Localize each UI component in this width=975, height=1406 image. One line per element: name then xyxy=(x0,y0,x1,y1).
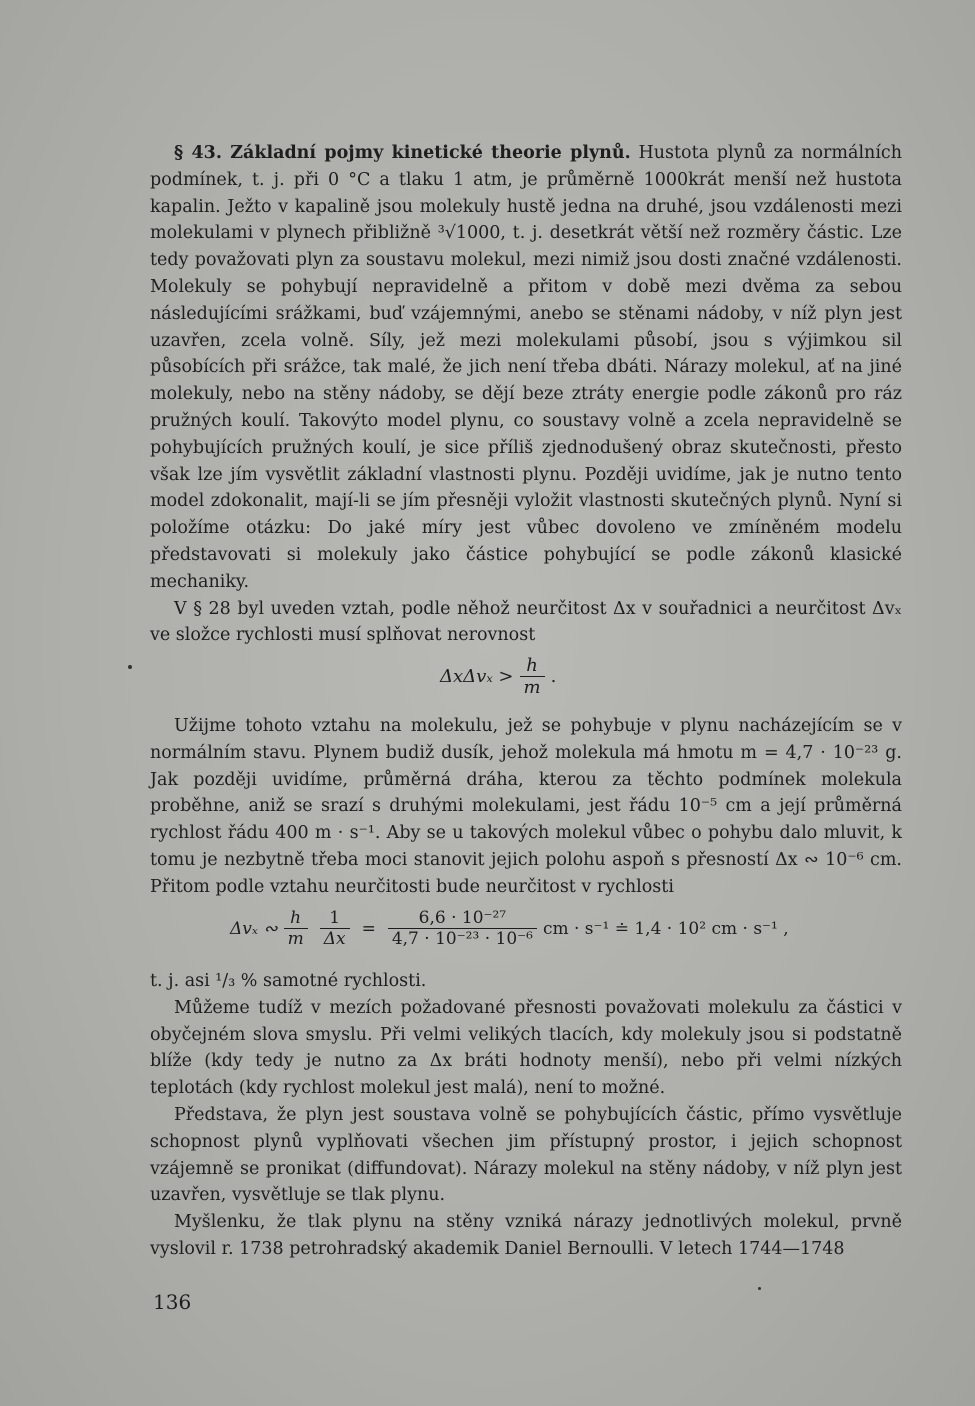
equation-2-tail: cm · s⁻¹ ≐ 1,4 · 10² cm · s⁻¹ , xyxy=(542,918,789,939)
fraction-h-over-m xyxy=(520,655,545,698)
text-block-top xyxy=(150,140,902,649)
paragraph-1 xyxy=(150,140,902,596)
paragraph-2: V § 28 byl uveden vztah, podle něhož neurčitost Δx v souřadnici a neurčitost Δvₓ ve složce rychlosti musí splňovat nerovnost xyxy=(150,598,902,646)
fraction-3-denominator: 4,7 · 10⁻²³ · 10⁻⁶ xyxy=(388,928,537,949)
equation-uncertainty xyxy=(440,655,556,698)
paragraph-5: Můžeme tudíž v mezích požadované přesnosti považovati molekulu za částici v obyčejném slova smyslu. Při velmi velikých tlacích, kdy molekuly jsou si podstatně blíže (kdy tedy je nutno za Δx bráti hodnoty menší), nebo při velmi nízkých teplotách (kdy rychlost molekul jest malá), není to možné. xyxy=(150,997,902,1099)
paragraph-1-text: Hustota plynů za normálních podmínek, t. j. při 0 °C a tlaku 1 atm, je průměrně 1000krát menší než hustota kapalin. Ježto v kapalině jsou molekuly hustě jedna na druhé, jsou vzdálenosti mezi molekulami v plynech přibližně ³√1000, t. j. desetkrát větší než rozměry částic. Lze tedy považovati plyn za soustavu molekul, mezi nimiž jsou dosti značné vzdálenosti. Molekuly se pohybují nepravidelně a přitom v době mezi dvěma za sebou následujícími srážkami, buď vzájemnými, anebo se stěnami nádoby, v níž plyn jest uzavřen, zcela volně. Síly, jež mezi molekulami působí, jsou s výjimkou sil působících při srážce, tak malé, že jich není třeba dbáti. Nárazy molekul, ať na jiné molekuly, nebo na stěny nádoby, se dějí beze ztráty energie podle zákonů pro ráz pružných koulí. Takovýto model plynu, co soustavy volně a zcela nepravidelně se pohybujících pružných koulí, je sice příliš zjednodušený obraz skutečnosti, přesto však lze jím vysvětlit základní vlastnosti plynu. Později uvidíme, jak je nutno tento model zdokonalit, mají-li se jím přesněji vyložit vlastnosti skutečných plynů. Nyní si položíme otázku: Do jaké míry jest vůbec dovoleno ve zmíněném modelu představovati si molekuly jako částice pohybující se podle zákonů klasické mechaniky. xyxy=(150,143,902,592)
paragraph-7: Myšlenku, že tlak plynu na stěny vzniká nárazy jednotlivých molekul, prvně vyslovil r. 1738 petrohradský akademik Daniel Bernoulli. V letech 1744—1748 xyxy=(150,1212,902,1259)
equation-velocity xyxy=(230,908,789,949)
section-heading: § 43. Základní pojmy kinetické theorie plynů. xyxy=(174,143,631,163)
paragraph-4: t. j. asi ¹/₃ % samotné rychlosti. xyxy=(150,971,427,991)
fraction-2 xyxy=(320,908,350,949)
fraction-2-denominator: Δx xyxy=(320,928,350,949)
fraction-3 xyxy=(388,908,537,949)
fraction-numerator: h xyxy=(526,655,538,676)
paragraph-3: Užijme tohoto vztahu na molekulu, jež se pohybuje v plynu nacházejícím se v normálním stavu. Plynem budiž dusík, jehož molekula má hmotu m = 4,7 · 10⁻²³ g. Jak později uvidíme, průměrná dráha, kterou za těchto podmínek molekula proběhne, aniž se srazí s druhými molekulami, jest řádu 10⁻⁵ cm a její průměrná rychlost řádu 400 m · s⁻¹. Aby se u takových molekul vůbec o pohybu dalo mluvit, k tomu je nezbytně třeba moci stanovit jejich polohu aspoň s přesností Δx ∾ 10⁻⁶ cm. Přitom podle vztahu neurčitosti bude neurčitost v rychlosti xyxy=(150,716,902,897)
fraction-3-numerator: 6,6 · 10⁻²⁷ xyxy=(418,908,507,928)
speck xyxy=(758,1287,761,1290)
equation-1-tail: . xyxy=(550,666,557,687)
paragraph-6: Představa, že plyn jest soustava volně se pohybujících částic, přímo vysvětluje schopnost plynů vyplňovati všechen jim přístupný prostor, i jejich schopnost vzájemně se pronikat (diffundovat). Nárazy molekul na stěny nádoby, v níž plyn jest uzavřen, vysvětluje se tlak plynu. xyxy=(150,1104,902,1206)
fraction-1 xyxy=(284,908,308,949)
equation-2-left: Δvₓ ∾ xyxy=(230,918,278,939)
fraction-2-numerator: 1 xyxy=(329,908,341,928)
page-number: 136 xyxy=(153,1290,192,1314)
fraction-1-numerator: h xyxy=(290,908,302,928)
fraction-1-denominator: m xyxy=(284,928,308,949)
speck xyxy=(128,665,132,669)
text-block-bottom xyxy=(150,968,902,1263)
text-block-middle xyxy=(150,713,902,901)
equals-sign: = xyxy=(361,918,376,939)
fraction-denominator: m xyxy=(520,676,545,698)
equation-1-left: ΔxΔvₓ > xyxy=(440,666,514,687)
